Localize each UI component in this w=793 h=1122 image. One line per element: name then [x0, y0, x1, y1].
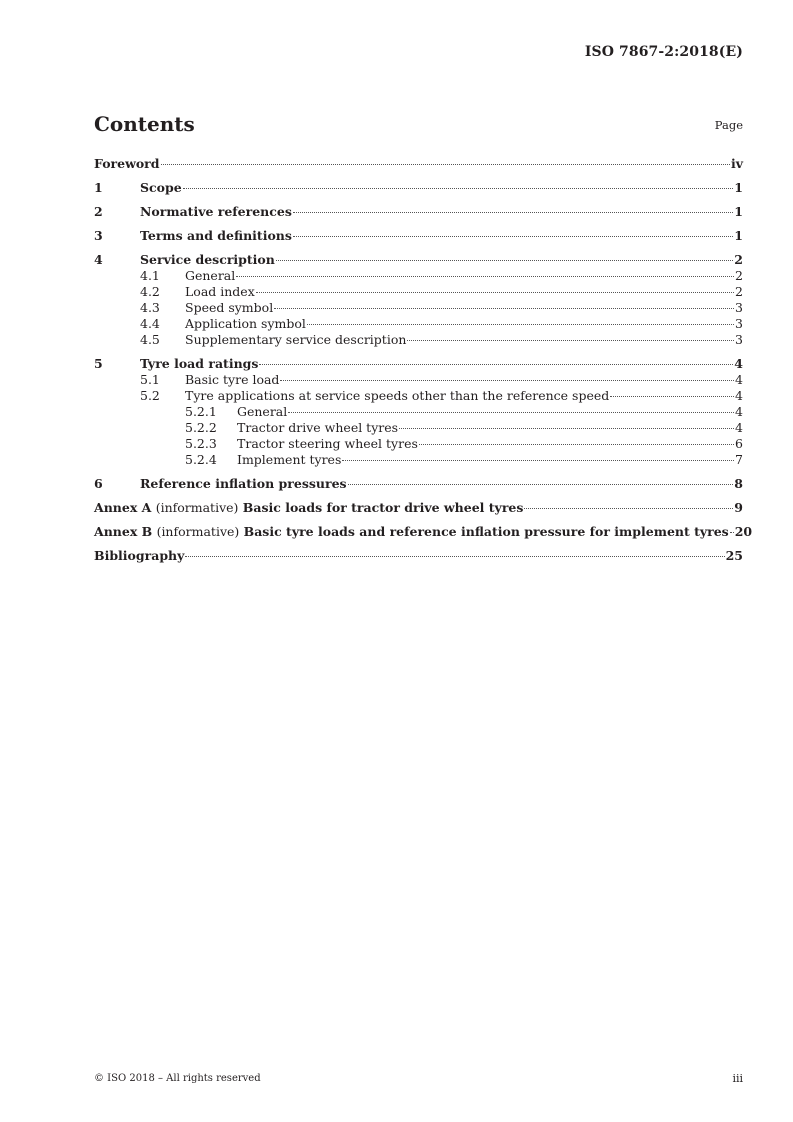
dot-leader — [185, 556, 724, 557]
toc-entry[interactable] — [94, 228, 743, 244]
toc-entry-number: 5.2.4 — [185, 452, 217, 467]
toc-entry-page: 3 — [735, 316, 743, 331]
toc-entry-number: 6 — [94, 476, 103, 491]
dot-leader — [256, 292, 734, 293]
toc-entry-number: 2 — [94, 204, 103, 219]
annex-title: Basic loads for tractor drive wheel tyres — [242, 500, 524, 515]
toc-entry-page: 1 — [734, 180, 743, 195]
toc-entry-title — [94, 500, 523, 516]
dot-leader — [276, 260, 733, 261]
toc-entry[interactable] — [94, 284, 743, 300]
annex-qualifier: (informative) — [156, 524, 240, 539]
toc-entry[interactable] — [94, 452, 743, 468]
toc-entry-number: 4.2 — [140, 284, 160, 299]
toc-entry-page: 4 — [735, 404, 743, 419]
toc-entry[interactable] — [94, 404, 743, 420]
toc-entry-page: 4 — [735, 372, 743, 387]
dot-leader — [348, 484, 734, 485]
toc-entry-title: Service description — [140, 252, 275, 267]
toc-entry-number: 3 — [94, 228, 103, 243]
toc-entry-number: 5.2.3 — [185, 436, 217, 451]
toc-entry-number: 5.2.2 — [185, 420, 217, 435]
toc-entry-page: 9 — [734, 500, 743, 515]
annex-label: Annex B — [94, 524, 153, 539]
toc-entry-page: 2 — [735, 284, 743, 299]
toc-entry-page: iv — [730, 156, 743, 171]
toc-entry-number: 4.3 — [140, 300, 160, 315]
contents-heading: Contents — [94, 112, 195, 136]
toc-entry-number: 4.1 — [140, 268, 160, 283]
toc-entry-page: 2 — [734, 252, 743, 267]
toc-entry-title: Load index — [185, 284, 255, 299]
toc-entry-page: 6 — [735, 436, 743, 451]
toc-entry-title: Tyre applications at service speeds other than the reference speed — [185, 388, 610, 403]
toc-entry-page: 8 — [734, 476, 743, 491]
toc-entry-page: 1 — [734, 204, 743, 219]
dot-leader — [183, 188, 734, 189]
toc-entry-title: Bibliography — [94, 548, 185, 563]
toc-entry-number: 1 — [94, 180, 103, 195]
toc-entry-title: Reference inflation pressures — [140, 476, 347, 491]
copyright-notice: © ISO 2018 – All rights reserved — [94, 1073, 261, 1084]
dot-leader — [280, 380, 734, 381]
toc-entry-title: Basic tyre load — [185, 372, 280, 387]
dot-leader — [419, 444, 734, 445]
toc-entry[interactable] — [94, 156, 743, 172]
toc-entry-title: Tractor drive wheel tyres — [237, 420, 399, 435]
toc-entry[interactable] — [94, 524, 753, 540]
toc-entry-number: 5 — [94, 356, 103, 371]
toc-entry-title: Application symbol — [185, 316, 306, 331]
toc-entry-number: 5.2.1 — [185, 404, 217, 419]
toc-entry-number: 4.4 — [140, 316, 160, 331]
toc-entry-page: 4 — [735, 420, 743, 435]
toc-entry-number: 5.1 — [140, 372, 160, 387]
toc-entry[interactable] — [94, 300, 743, 316]
toc-entry-title: Speed symbol — [185, 300, 274, 315]
toc-entry[interactable] — [94, 316, 743, 332]
toc-entry-title: Normative references — [140, 204, 292, 219]
toc-entry[interactable] — [94, 388, 743, 404]
dot-leader — [307, 324, 734, 325]
toc-entry-page: 1 — [734, 228, 743, 243]
dot-leader — [610, 396, 734, 397]
dot-leader — [236, 276, 734, 277]
toc-entry-number: 5.2 — [140, 388, 160, 403]
toc-entry-page: 7 — [735, 452, 743, 467]
toc-entry[interactable] — [94, 356, 743, 372]
toc-entry-title: Tyre load ratings — [140, 356, 259, 371]
toc-entry-title: Foreword — [94, 156, 160, 171]
page-number: iii — [732, 1072, 743, 1085]
annex-qualifier: (informative) — [155, 500, 239, 515]
toc-entry-title: Tractor steering wheel tyres — [237, 436, 418, 451]
dot-leader — [274, 308, 734, 309]
dot-leader — [259, 364, 733, 365]
toc-entry[interactable] — [94, 476, 743, 492]
toc-entry[interactable] — [94, 436, 743, 452]
table-of-contents — [94, 156, 753, 564]
toc-entry-page: 20 — [734, 524, 753, 539]
toc-entry-title: Terms and definitions — [140, 228, 292, 243]
dot-leader — [730, 532, 734, 533]
dot-leader — [293, 212, 733, 213]
dot-leader — [399, 428, 734, 429]
dot-leader — [524, 508, 733, 509]
toc-entry[interactable] — [94, 420, 743, 436]
toc-entry[interactable] — [94, 180, 743, 196]
toc-entry-page: 3 — [735, 300, 743, 315]
toc-entry-title: General — [237, 404, 288, 419]
toc-entry-page: 2 — [735, 268, 743, 283]
toc-entry-page: 4 — [734, 356, 743, 371]
toc-entry-page: 25 — [725, 548, 743, 563]
toc-entry-page: 4 — [735, 388, 743, 403]
page-column-label: Page — [714, 118, 743, 132]
toc-entry-number: 4.5 — [140, 332, 160, 347]
toc-entry-title: Supplementary service description — [185, 332, 407, 347]
document-id: ISO 7867-2:2018(E) — [584, 44, 743, 60]
dot-leader — [342, 460, 734, 461]
toc-entry[interactable] — [94, 548, 743, 564]
toc-entry-title — [94, 524, 729, 540]
toc-entry[interactable] — [94, 252, 743, 268]
toc-entry-title: Implement tyres — [237, 452, 342, 467]
dot-leader — [161, 164, 730, 165]
toc-entry[interactable] — [94, 204, 743, 220]
toc-entry-number: 4 — [94, 252, 103, 267]
toc-entry[interactable] — [94, 372, 743, 388]
dot-leader — [407, 340, 734, 341]
toc-entry[interactable] — [94, 268, 743, 284]
toc-entry[interactable] — [94, 500, 743, 516]
annex-title: Basic tyre loads and reference inflation pressure for implement tyres — [243, 524, 729, 539]
dot-leader — [293, 236, 733, 237]
toc-entry-title: General — [185, 268, 236, 283]
toc-entry[interactable] — [94, 332, 743, 348]
toc-entry-title: Scope — [140, 180, 182, 195]
dot-leader — [288, 412, 734, 413]
toc-entry-page: 3 — [735, 332, 743, 347]
annex-label: Annex A — [94, 500, 152, 515]
